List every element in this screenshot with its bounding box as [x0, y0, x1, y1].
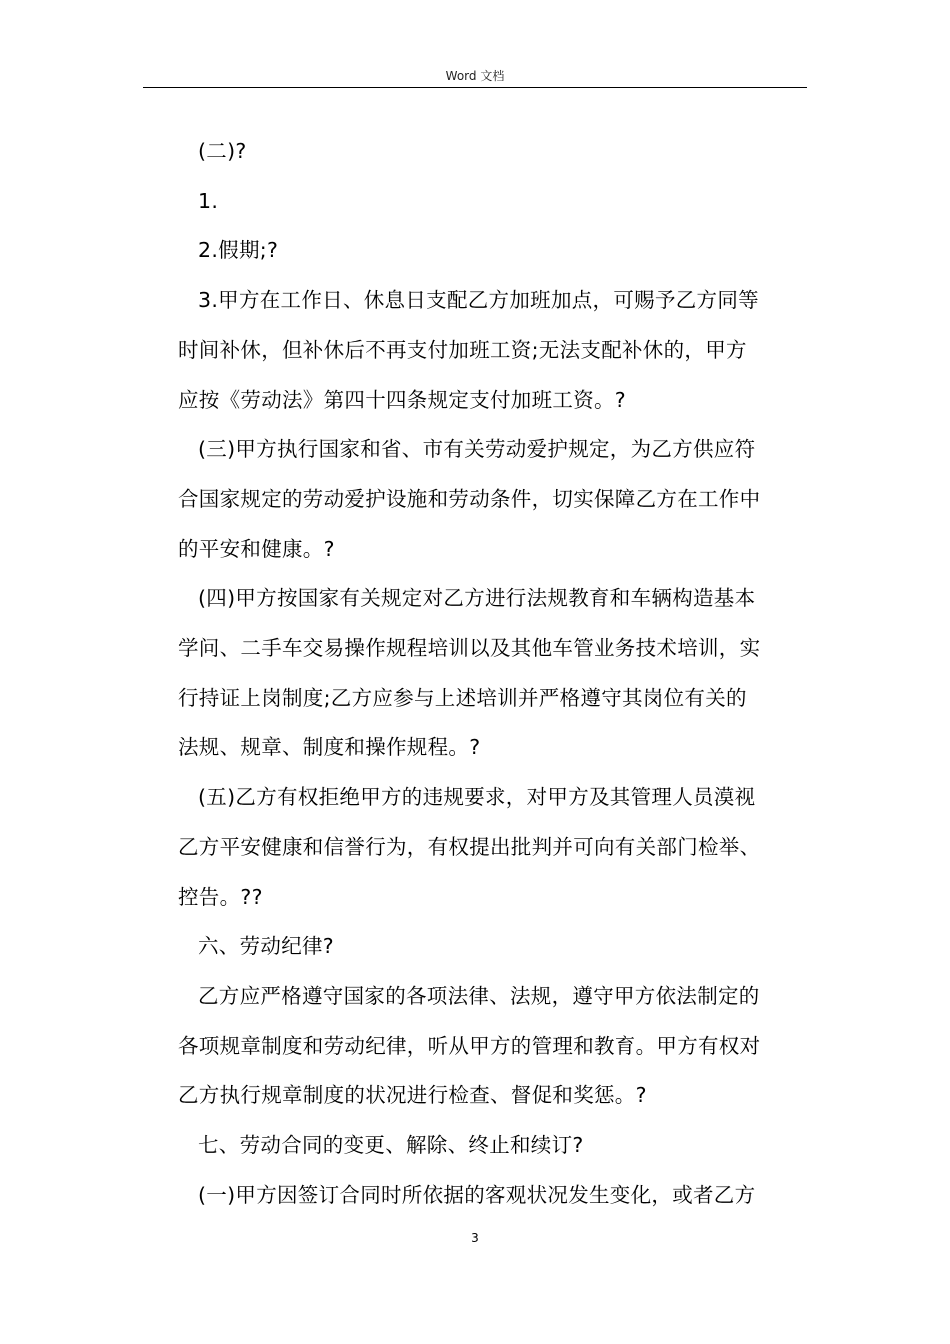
paragraph-line: 乙方执行规章制度的状况进行检查、督促和奖惩。?	[178, 1083, 647, 1108]
header-divider	[143, 87, 807, 88]
document-body	[178, 127, 808, 1220]
page-header: Word 文档	[445, 69, 505, 83]
paragraph-line: 1.	[198, 188, 219, 213]
paragraph-line: 行持证上岗制度;乙方应参与上述培训并严格遵守其岗位有关的	[178, 685, 747, 710]
paragraph-line: 控告。??	[178, 884, 263, 909]
paragraph-line: 时间补休，但补休后不再支付加班工资;无法支配补休的，甲方	[178, 337, 747, 362]
paragraph-line: 各项规章制度和劳动纪律，听从甲方的管理和教育。甲方有权对	[178, 1033, 761, 1058]
paragraph-line: 乙方平安健康和信誉行为，有权提出批判并可向有关部门检举、	[178, 834, 761, 859]
paragraph-line: 3.甲方在工作日、休息日支配乙方加班加点，可赐予乙方同等	[198, 288, 759, 313]
paragraph-line: 2.假期;?	[198, 238, 279, 263]
paragraph-line: (五)乙方有权拒绝甲方的违规要求，对甲方及其管理人员漠视	[198, 785, 756, 810]
paragraph-line: (四)甲方按国家有关规定对乙方进行法规教育和车辆构造基本	[198, 586, 756, 611]
page-number: 3	[471, 1231, 479, 1245]
paragraph-line: 合国家规定的劳动爱护设施和劳动条件，切实保障乙方在工作中	[178, 486, 761, 511]
paragraph-line: 应按《劳动法》第四十四条规定支付加班工资。?	[178, 387, 626, 412]
paragraph-line: (二)?	[198, 139, 247, 163]
paragraph-line: (一)甲方因签订合同时所依据的客观状况发生变化，或者乙方	[198, 1182, 756, 1207]
section-heading: 六、劳动纪律?	[198, 934, 334, 959]
section-heading: 七、劳动合同的变更、解除、终止和续订?	[198, 1133, 584, 1158]
paragraph-line: 学问、二手车交易操作规程培训以及其他车管业务技术培训，实	[178, 636, 761, 661]
paragraph-line: 法规、规章、制度和操作规程。?	[178, 735, 481, 760]
paragraph-line: (三)甲方执行国家和省、市有关劳动爱护规定，为乙方供应符	[198, 437, 756, 462]
paragraph-line: 的平安和健康。?	[178, 536, 335, 561]
paragraph-line: 乙方应严格遵守国家的各项法律、法规，遵守甲方依法制定的	[198, 983, 760, 1008]
